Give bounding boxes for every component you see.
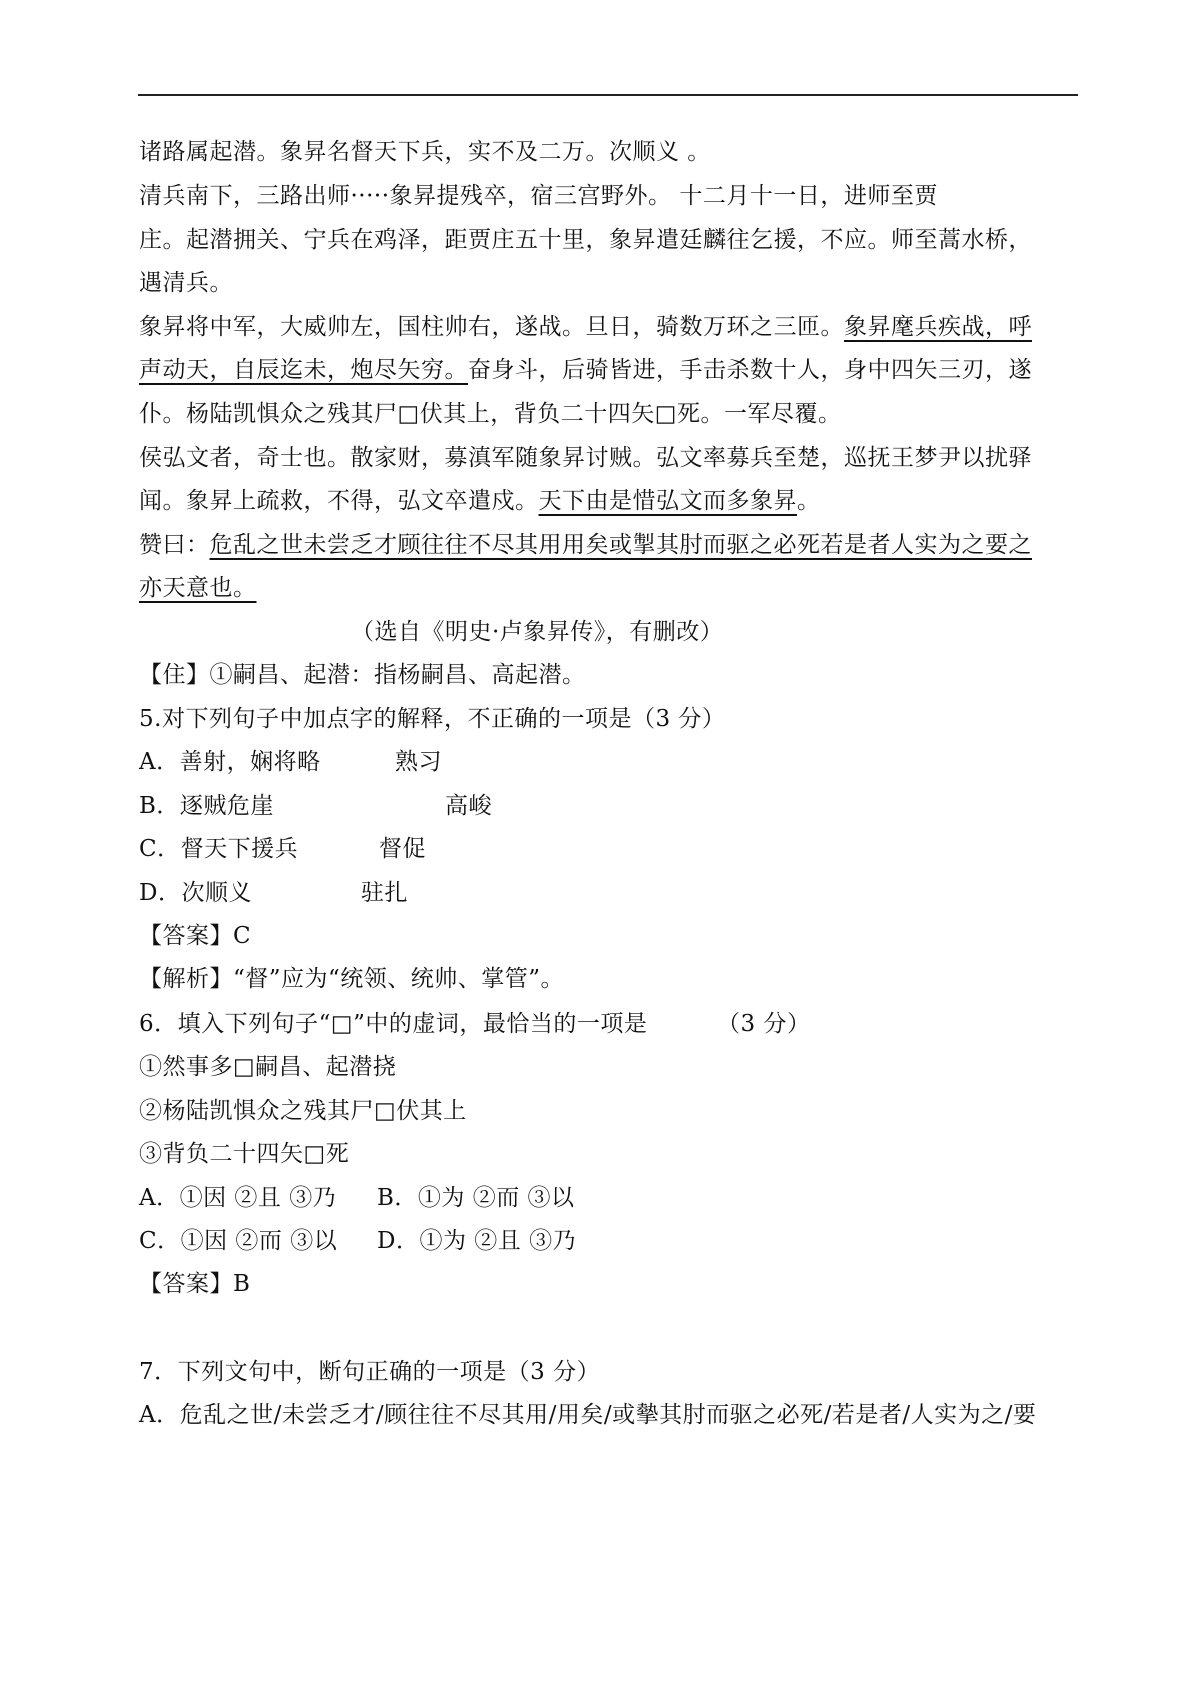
- option-text: A．善射，娴将略: [139, 749, 321, 775]
- q6-stem-text: 6．填入下列句子“□”中的虚词，最恰当的一项是: [139, 1011, 648, 1037]
- q6-score: （3 分）: [717, 1011, 811, 1037]
- q6-option-a: A．①因 ②且 ③乃: [139, 1185, 337, 1211]
- option-gloss: 高峻: [445, 793, 492, 819]
- passage-line: [139, 573, 257, 603]
- q7-option-a: A．危乱之世/未尝乏才/顾往往不尽其用/用矣/或摰其肘而驱之必死/若是者/人实为之/要: [139, 1402, 1037, 1428]
- option-text: D．次顺义: [139, 880, 252, 906]
- passage-line: [139, 312, 1032, 342]
- q5-answer: 【答案】C: [139, 923, 252, 949]
- passage-line: [139, 355, 1032, 385]
- q6-answer: 【答案】B: [139, 1271, 251, 1297]
- passage-line: 清兵南下，三路出师·····象昇提残卒，宿三宫野外。 十二月十一日，进师至贾: [139, 183, 938, 209]
- passage-line: 庄。起潜拥关、宁兵在鸡泽，距贾庄五十里，象昇遣廷麟往乞援，不应。师至蒿水桥，: [139, 227, 1032, 253]
- passage-text: 奋身斗，后骑皆进，手击杀数十人，身中四矢三刃，遂: [468, 357, 1032, 383]
- note: 【住】①嗣昌、起潜：指杨嗣昌、高起潜。: [139, 662, 586, 688]
- q6-stem: [139, 1009, 811, 1039]
- passage-text: 闻。象昇上疏救，不得，弘文卒遣戍。: [139, 488, 539, 514]
- underlined-text: 声动天，自辰迄未，炮尽矢穷。: [139, 357, 468, 383]
- q5-option-a: [139, 747, 442, 777]
- option-gloss: 督促: [379, 836, 426, 862]
- q6-sentence: ②杨陆凯惧众之残其尸□伏其上: [139, 1098, 467, 1124]
- q6-options-row: [139, 1226, 577, 1256]
- option-text: C．督天下援兵: [139, 836, 299, 862]
- passage-line: [139, 530, 1032, 560]
- q5-analysis: 【解析】“督”应为“统领、统帅、掌管”。: [139, 966, 565, 992]
- underlined-text: 天下由是惜弘文而多象昇: [538, 488, 797, 514]
- source-citation: （选自《明史·卢象昇传》，有删改）: [351, 619, 724, 645]
- q6-options-row: [139, 1183, 575, 1213]
- passage-line: 仆。杨陆凯惧众之残其尸□伏其上，背负二十四矢□死。一军尽覆。: [139, 401, 842, 427]
- option-gloss: 驻扎: [361, 880, 408, 906]
- q5-option-b: [139, 791, 492, 821]
- q6-option-b: B．①为 ②而 ③以: [377, 1185, 575, 1211]
- option-gloss: 熟习: [395, 749, 442, 775]
- passage-text: 。: [797, 488, 821, 514]
- passage-text: 赞曰：: [139, 532, 210, 558]
- option-text: B．逐贼危崖: [139, 793, 274, 819]
- q7-stem: 7．下列文句中，断句正确的一项是（3 分）: [139, 1359, 601, 1385]
- passage-line: 诸路属起潜。象昇名督天下兵，实不及二万。次顺义 。: [139, 139, 711, 165]
- passage-text: 象昇将中军，大威帅左，国柱帅右，遂战。旦日，骑数万环之三匝。: [139, 314, 844, 340]
- header-rule: [138, 94, 1078, 96]
- q5-option-c: [139, 834, 426, 864]
- q6-sentence: ③背负二十四矢□死: [139, 1141, 350, 1167]
- q5-stem: 5.对下列句子中加点字的解释，不正确的一项是（3 分）: [139, 706, 726, 732]
- q6-option-c: C．①因 ②而 ③以: [139, 1228, 338, 1254]
- underlined-text: 亦天意也。: [139, 575, 257, 601]
- q6-sentence: ①然事多□嗣昌、起潜挠: [139, 1054, 397, 1080]
- q6-option-d: D．①为 ②且 ③乃: [377, 1228, 577, 1254]
- q5-option-d: [139, 878, 408, 908]
- underlined-text: 象昇麾兵疾战，呼: [844, 314, 1032, 340]
- passage-line: 侯弘文者，奇士也。散家财，募滇军随象昇讨贼。弘文率募兵至楚，巡抚王梦尹以扰驿: [139, 445, 1032, 471]
- underlined-text: 危乱之世未尝乏才顾往往不尽其用用矣或掣其肘而驱之必死若是者人实为之要之: [209, 532, 1032, 558]
- passage-line: [139, 486, 821, 516]
- passage-line: 遇清兵。: [139, 270, 233, 296]
